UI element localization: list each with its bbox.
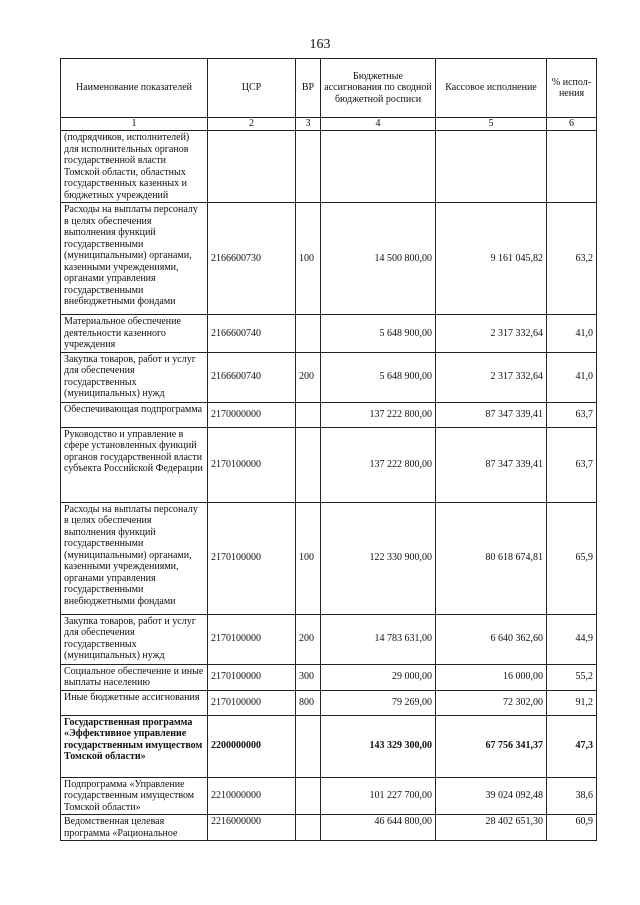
cell-vr: 800 — [296, 690, 321, 715]
cell-csr: 2170100000 — [208, 502, 296, 614]
table-row — [61, 690, 597, 715]
cell-pct: 63,7 — [547, 427, 597, 502]
cell-csr: 2166600740 — [208, 315, 296, 353]
cell-budget: 14 500 800,00 — [321, 203, 436, 315]
cell-csr — [208, 131, 296, 203]
cell-cash: 28 402 651,30 — [436, 815, 547, 841]
cell-name: Иные бюджетные ассигнования — [61, 690, 208, 715]
column-number-row — [61, 118, 597, 131]
cell-pct: 91,2 — [547, 690, 597, 715]
cell-budget: 46 644 800,00 — [321, 815, 436, 841]
cell-cash: 72 302,00 — [436, 690, 547, 715]
cell-name: Руководство и управление в сфере установленных функций органов государственной власти субъекта Российской Федерации — [61, 427, 208, 502]
cell-vr — [296, 715, 321, 777]
cell-vr — [296, 815, 321, 841]
cell-budget: 14 783 631,00 — [321, 614, 436, 664]
cell-name: Подпрограмма «Управление государственным имуществом Томской области» — [61, 777, 208, 815]
cell-budget: 101 227 700,00 — [321, 777, 436, 815]
cell-name: Государственная программа «Эффективное управление государственным имуществом Томской области» — [61, 715, 208, 777]
cell-pct: 38,6 — [547, 777, 597, 815]
cell-csr: 2170000000 — [208, 402, 296, 427]
cell-budget: 137 222 800,00 — [321, 427, 436, 502]
table-row — [61, 352, 597, 402]
cell-pct: 63,7 — [547, 402, 597, 427]
table-row — [61, 402, 597, 427]
table-row — [61, 203, 597, 315]
cell-csr: 2200000000 — [208, 715, 296, 777]
cell-cash: 6 640 362,60 — [436, 614, 547, 664]
header-budget: Бюджетные ассигнования по сводной бюджетной росписи — [321, 59, 436, 118]
cell-pct: 60,9 — [547, 815, 597, 841]
column-number: 4 — [321, 118, 436, 131]
cell-cash: 2 317 332,64 — [436, 315, 547, 353]
cell-csr: 2170100000 — [208, 690, 296, 715]
cell-name: Закупка товаров, работ и услуг для обеспечения государственных (муниципальных) нужд — [61, 614, 208, 664]
cell-csr: 2170100000 — [208, 614, 296, 664]
table-row — [61, 664, 597, 690]
header-csr: ЦСР — [208, 59, 296, 118]
table-row — [61, 777, 597, 815]
cell-cash: 87 347 339,41 — [436, 402, 547, 427]
column-number: 5 — [436, 118, 547, 131]
cell-cash: 2 317 332,64 — [436, 352, 547, 402]
cell-csr: 2166600740 — [208, 352, 296, 402]
cell-budget: 137 222 800,00 — [321, 402, 436, 427]
table-row — [61, 614, 597, 664]
cell-vr: 100 — [296, 203, 321, 315]
header-pct: % испол-нения — [547, 59, 597, 118]
cell-cash: 67 756 341,37 — [436, 715, 547, 777]
header-row — [61, 59, 597, 118]
table-row — [61, 427, 597, 502]
cell-pct: 44,9 — [547, 614, 597, 664]
cell-name: Материальное обеспечение деятельности казенного учреждения — [61, 315, 208, 353]
cell-pct: 41,0 — [547, 315, 597, 353]
cell-budget: 29 000,00 — [321, 664, 436, 690]
column-number: 1 — [61, 118, 208, 131]
cell-cash: 39 024 092,48 — [436, 777, 547, 815]
cell-pct: 55,2 — [547, 664, 597, 690]
cell-name: Расходы на выплаты персоналу в целях обеспечения выполнения функций государственными (муниципальными) органами, казенными учреждениями, органами управления государственными внебюджетными фондами — [61, 502, 208, 614]
cell-vr: 300 — [296, 664, 321, 690]
cell-vr — [296, 131, 321, 203]
cell-budget — [321, 131, 436, 203]
cell-pct: 47,3 — [547, 715, 597, 777]
cell-csr: 2216000000 — [208, 815, 296, 841]
cell-budget: 122 330 900,00 — [321, 502, 436, 614]
cell-csr: 2166600730 — [208, 203, 296, 315]
cell-pct: 63,2 — [547, 203, 597, 315]
table-row — [61, 502, 597, 614]
column-number: 6 — [547, 118, 597, 131]
table-row — [61, 815, 597, 841]
header-name: Наименование показателей — [61, 59, 208, 118]
cell-pct — [547, 131, 597, 203]
cell-budget: 5 648 900,00 — [321, 352, 436, 402]
budget-execution-table — [60, 58, 597, 841]
cell-cash: 16 000,00 — [436, 664, 547, 690]
cell-vr: 200 — [296, 352, 321, 402]
cell-pct: 65,9 — [547, 502, 597, 614]
cell-name: Ведомственная целевая программа «Рациональное — [61, 815, 208, 841]
cell-csr: 2170100000 — [208, 427, 296, 502]
cell-vr — [296, 777, 321, 815]
cell-vr — [296, 315, 321, 353]
cell-csr: 2170100000 — [208, 664, 296, 690]
header-cash: Кассовое исполнение — [436, 59, 547, 118]
column-number: 2 — [208, 118, 296, 131]
cell-cash: 80 618 674,81 — [436, 502, 547, 614]
cell-pct: 41,0 — [547, 352, 597, 402]
cell-csr: 2210000000 — [208, 777, 296, 815]
cell-cash — [436, 131, 547, 203]
table-row — [61, 715, 597, 777]
cell-vr — [296, 427, 321, 502]
cell-cash: 87 347 339,41 — [436, 427, 547, 502]
cell-budget: 143 329 300,00 — [321, 715, 436, 777]
cell-name: Обеспечивающая подпрограмма — [61, 402, 208, 427]
cell-vr: 200 — [296, 614, 321, 664]
page-number: 163 — [309, 37, 331, 52]
cell-vr: 100 — [296, 502, 321, 614]
cell-budget: 5 648 900,00 — [321, 315, 436, 353]
cell-name: Расходы на выплаты персоналу в целях обеспечения выполнения функций государственными (муниципальными) органами, казенными учреждениями, органами управления государственными внебюджетными фондами — [61, 203, 208, 315]
cell-name: Закупка товаров, работ и услуг для обеспечения государственных (муниципальных) нужд — [61, 352, 208, 402]
cell-name: Социальное обеспечение и иные выплаты населению — [61, 664, 208, 690]
column-number: 3 — [296, 118, 321, 131]
cell-budget: 79 269,00 — [321, 690, 436, 715]
cell-name: (подрядчиков, исполнителей) для исполнительных органов государственной власти Томской области, областных государственных казенных и бюджетных учреждений — [61, 131, 208, 203]
cell-vr — [296, 402, 321, 427]
cell-cash: 9 161 045,82 — [436, 203, 547, 315]
table-row — [61, 315, 597, 353]
header-vr: ВР — [296, 59, 321, 118]
table-row — [61, 131, 597, 203]
